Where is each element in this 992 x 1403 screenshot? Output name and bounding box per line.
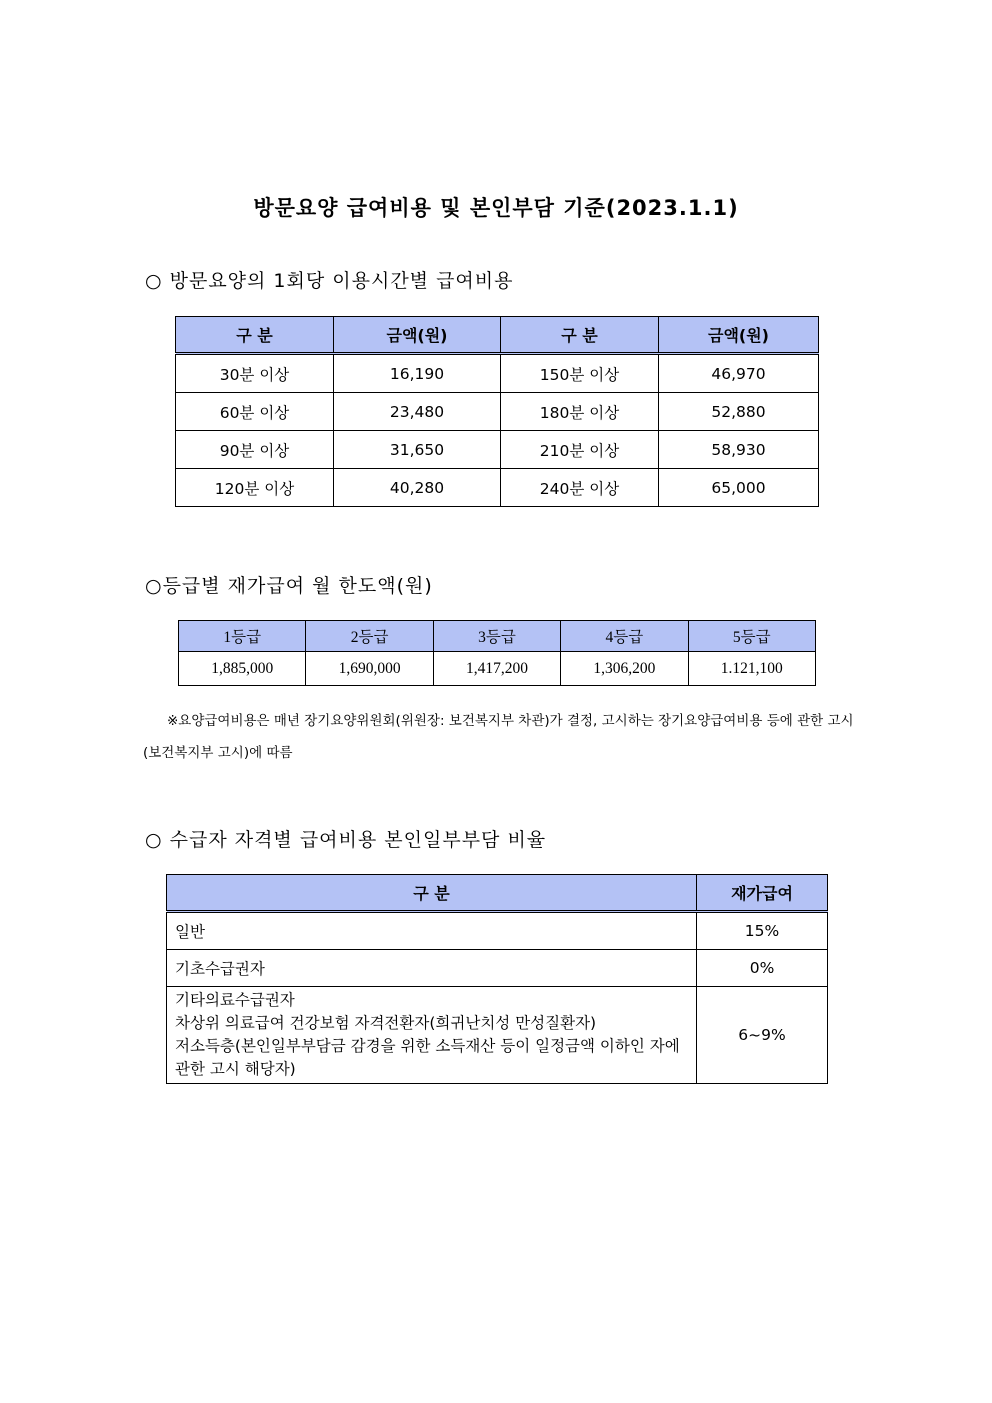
section3-heading: ○ 수급자 자격별 급여비용 본인일부부담 비율 bbox=[145, 829, 547, 851]
grade-4-header: 4등급 bbox=[561, 621, 688, 652]
row-label-line: 저소득층(본인일부부담금 감경을 위한 소득재산 등이 일정금액 이하인 자에 관한 고시 해당자) bbox=[175, 1037, 680, 1078]
section1-heading: ○ 방문요양의 1회당 이용시간별 급여비용 bbox=[145, 270, 514, 292]
header-category: 구 분 bbox=[167, 875, 697, 912]
table-row bbox=[176, 469, 819, 507]
grade-5-header: 5등급 bbox=[688, 621, 815, 652]
cell: 58,930 bbox=[659, 431, 819, 469]
section2-heading: ○등급별 재가급여 월 한도액(원) bbox=[145, 575, 433, 597]
cell: 150분 이상 bbox=[501, 354, 659, 393]
grade-limit-table bbox=[178, 620, 816, 686]
page-title: 방문요양 급여비용 및 본인부담 기준(2023.1.1) bbox=[253, 196, 739, 220]
table-row bbox=[179, 652, 816, 686]
table-header-row bbox=[176, 317, 819, 354]
footnote: ※요양급여비용은 매년 장기요양위원회(위원장: 보건복지부 차관)가 결정, 고시하는 장기요양급여비용 등에 관한 고시(보건복지부 고시)에 따름 bbox=[143, 713, 854, 761]
cell: 210분 이상 bbox=[501, 431, 659, 469]
grade-5-value: 1.121,100 bbox=[688, 652, 815, 686]
header-home-care: 재가급여 bbox=[697, 875, 828, 912]
row-label: 기초수급권자 bbox=[167, 950, 697, 987]
cell: 23,480 bbox=[334, 393, 501, 431]
table-row bbox=[176, 431, 819, 469]
header-category: 구 분 bbox=[501, 317, 659, 354]
grade-3-value: 1,417,200 bbox=[433, 652, 560, 686]
cell: 52,880 bbox=[659, 393, 819, 431]
header-amount: 금액(원) bbox=[334, 317, 501, 354]
time-cost-table bbox=[175, 316, 819, 507]
copay-rate-table bbox=[166, 874, 828, 1084]
row-label: 일반 bbox=[167, 912, 697, 950]
table-row bbox=[167, 950, 828, 987]
header-amount: 금액(원) bbox=[659, 317, 819, 354]
row-value: 6~9% bbox=[697, 987, 828, 1084]
row-value: 0% bbox=[697, 950, 828, 987]
cell: 120분 이상 bbox=[176, 469, 334, 507]
table-header-row bbox=[179, 621, 816, 652]
row-label-line: 기타의료수급권자 bbox=[175, 991, 295, 1009]
cell: 31,650 bbox=[334, 431, 501, 469]
grade-1-value: 1,885,000 bbox=[179, 652, 306, 686]
cell: 90분 이상 bbox=[176, 431, 334, 469]
table-row bbox=[167, 987, 828, 1084]
table-row bbox=[176, 393, 819, 431]
grade-4-value: 1,306,200 bbox=[561, 652, 688, 686]
grade-2-header: 2등급 bbox=[306, 621, 433, 652]
header-category: 구 분 bbox=[176, 317, 334, 354]
cell: 240분 이상 bbox=[501, 469, 659, 507]
cell: 65,000 bbox=[659, 469, 819, 507]
cell: 46,970 bbox=[659, 354, 819, 393]
cell: 40,280 bbox=[334, 469, 501, 507]
row-label-multi bbox=[167, 987, 697, 1084]
grade-3-header: 3등급 bbox=[433, 621, 560, 652]
cell: 16,190 bbox=[334, 354, 501, 393]
row-label-line: 차상위 의료급여 건강보험 자격전환자(희귀난치성 만성질환자) bbox=[175, 1014, 597, 1032]
table-header-row bbox=[167, 875, 828, 912]
row-value: 15% bbox=[697, 912, 828, 950]
cell: 180분 이상 bbox=[501, 393, 659, 431]
cell: 60분 이상 bbox=[176, 393, 334, 431]
cell: 30분 이상 bbox=[176, 354, 334, 393]
grade-1-header: 1등급 bbox=[179, 621, 306, 652]
table-row bbox=[167, 912, 828, 950]
table-row bbox=[176, 354, 819, 393]
grade-2-value: 1,690,000 bbox=[306, 652, 433, 686]
